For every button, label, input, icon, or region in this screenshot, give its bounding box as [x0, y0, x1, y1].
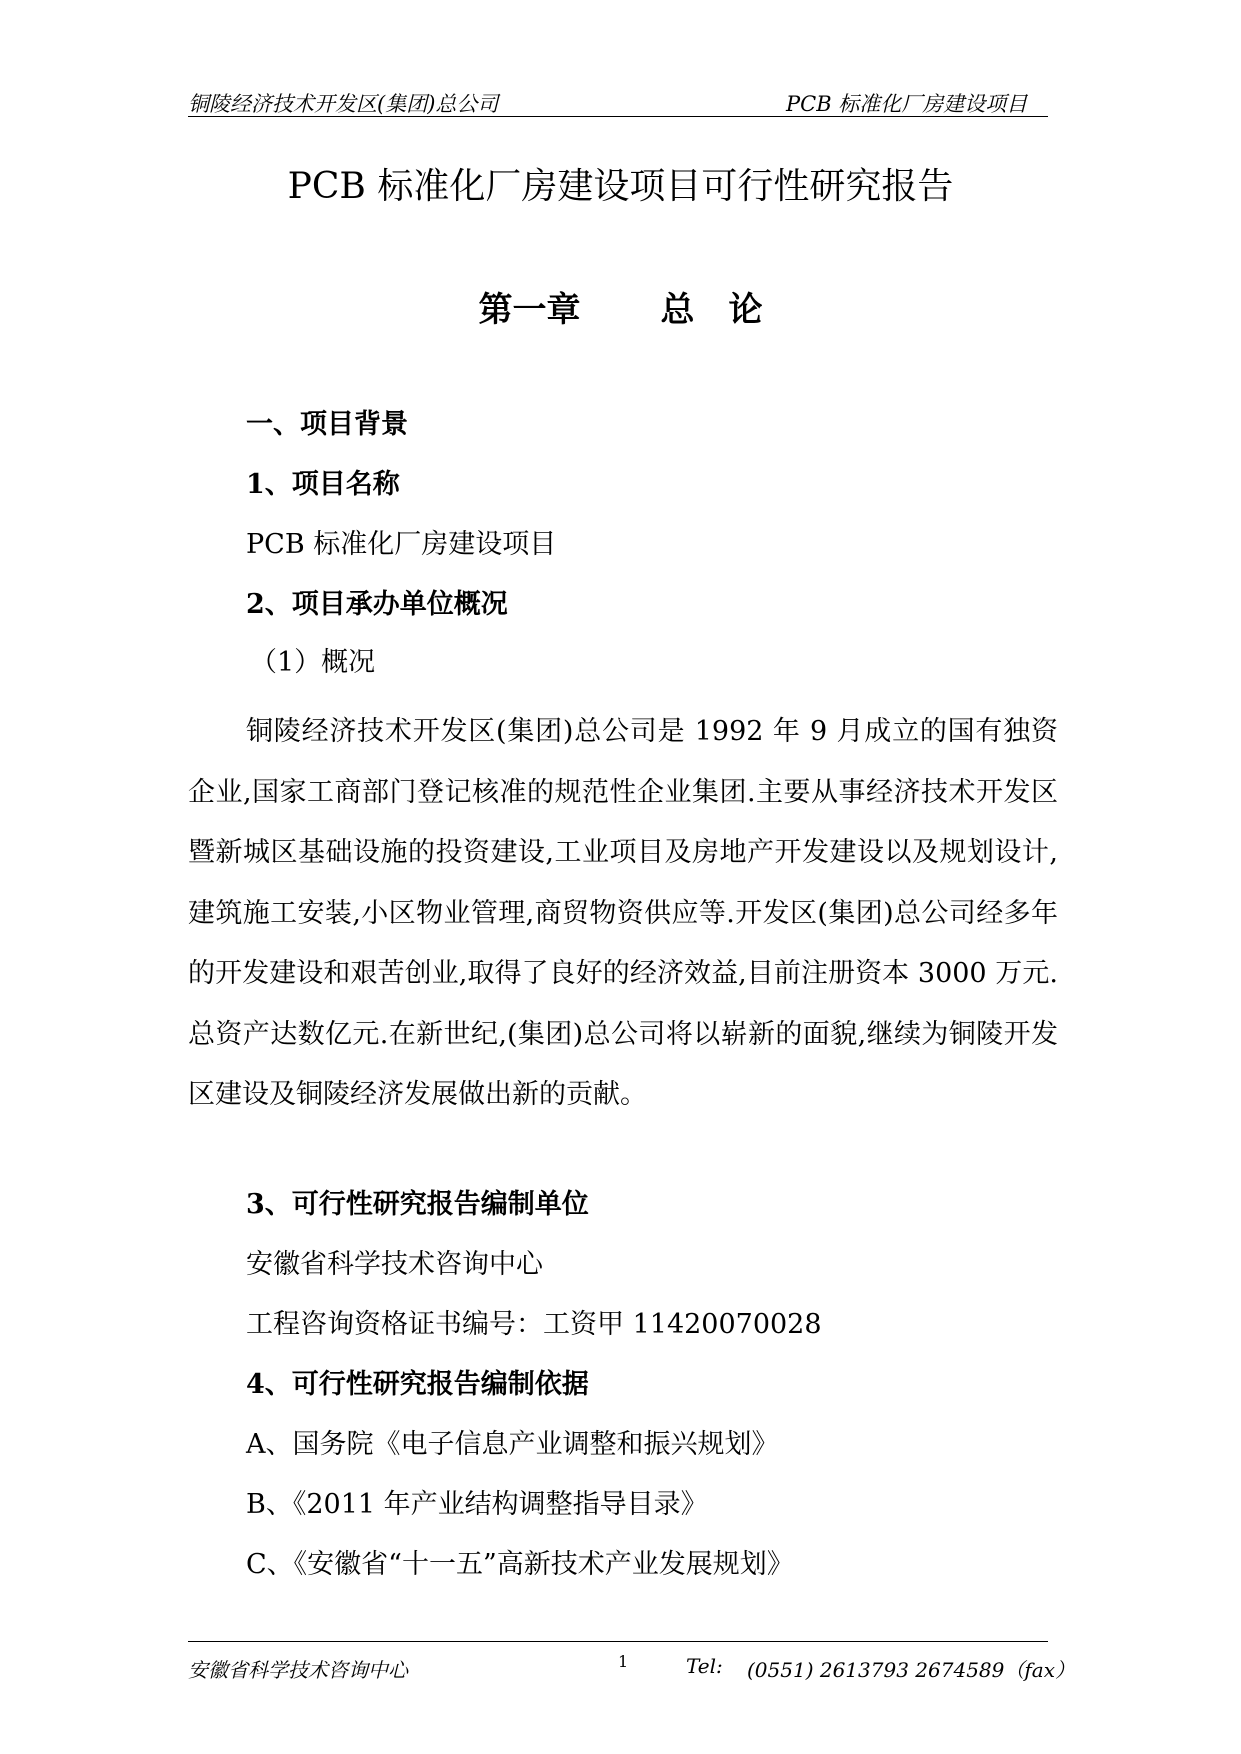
basis-item-c: C、《安徽省“十一五”高新技术产业发展规划》 [246, 1549, 794, 1580]
chapter-name-part1: 总 [660, 290, 695, 330]
organizer-overview-paragraph: 铜陵经济技术开发区(集团)总公司是 1992 年 9 月成立的国有独资企业,国家工商部门登记核准的规范性企业集团.主要从事经济技术开发区暨新城区基础设施的投资建设,工业项目及房地产开发建设以及规划设计,建筑施工安装,小区物业管理,商贸物资供应等.开发区(集团)总公司经多年的开发建设和艰苦创业,取得了良好的经济效益,目前注册资本 3000 万元.总资产达数亿元.在新世纪,(集团)总公司将以崭新的面貌,继续为铜陵开发区建设及铜陵经济发展做出新的贡献。 [188, 716, 1058, 1110]
document-title: PCB 标准化厂房建设项目可行性研究报告 [287, 166, 954, 207]
subsection-heading-basis: 4、可行性研究报告编制依据 [246, 1369, 589, 1400]
project-name-text: PCB 标准化厂房建设项目 [246, 529, 557, 560]
header-right: PCB 标准化厂房建设项目 [786, 92, 1028, 116]
chapter-number: 第一章 [478, 290, 581, 330]
certificate-number: 工程咨询资格证书编号：工资甲 11420070028 [246, 1309, 822, 1340]
footer-left: 安徽省科学技术咨询中心 [188, 1658, 408, 1682]
basis-item-a: A、国务院《电子信息产业调整和振兴规划》 [246, 1429, 779, 1460]
subsection-heading-organizer: 2、项目承办单位概况 [246, 589, 508, 620]
compiler-name: 安徽省科学技术咨询中心 [246, 1249, 543, 1280]
page-number: 1 [618, 1652, 629, 1671]
footer-divider [188, 1641, 1048, 1642]
chapter-heading [0, 282, 1241, 331]
sub-item-overview: （1）概况 [250, 647, 376, 678]
footer-tel-label: Tel: [686, 1654, 723, 1678]
footer-tel-numbers: (0551) 2613793 2674589（fax） [747, 1658, 1075, 1682]
section-heading-background: 一、项目背景 [246, 409, 408, 440]
subsection-heading-project-name: 1、项目名称 [246, 469, 400, 500]
subsection-heading-compiler: 3、可行性研究报告编制单位 [246, 1189, 589, 1220]
header-divider [188, 116, 1048, 117]
basis-item-b: B、《2011 年产业结构调整指导目录》 [246, 1489, 708, 1520]
header-left: 铜陵经济技术开发区(集团)总公司 [188, 92, 499, 116]
chapter-name-part2: 论 [728, 290, 763, 330]
